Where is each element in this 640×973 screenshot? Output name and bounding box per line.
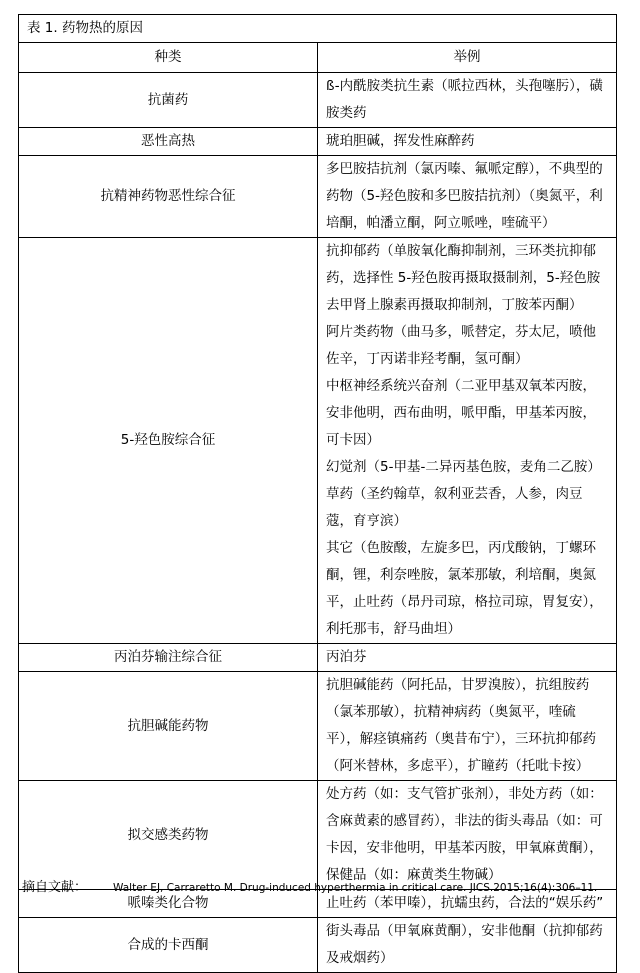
table-title: 表 1. 药物热的原因 (19, 15, 617, 43)
row-category: 抗菌药 (19, 73, 318, 128)
example-text: 草药（圣约翰草，叙利亚芸香，人参，肉豆蔻，育亨滨） (326, 486, 583, 529)
row-category: 哌嗪类化合物 (19, 890, 318, 918)
table-row (19, 672, 617, 781)
header-category: 种类 (19, 43, 318, 73)
example-text: 止吐药（苯甲嗪），抗蠕虫药，合法的“娱乐药” (326, 895, 604, 911)
table-row (19, 918, 617, 973)
row-examples (318, 156, 617, 238)
row-category: 5-羟色胺综合征 (19, 238, 318, 644)
example-text: 抗抑郁药（单胺氧化酶抑制剂，三环类抗抑郁药，选择性 5-羟色胺再摄取摄制剂，5-羟色胺去甲肾上腺素再摄取抑制剂，丁胺苯丙酮） (326, 243, 601, 313)
table-row (19, 781, 617, 890)
row-category: 抗胆碱能药物 (19, 672, 318, 781)
table-row (19, 644, 617, 672)
example-text: 其它（色胺酸，左旋多巴，丙戊酸钠，丁螺环酮，锂，利奈唑胺，氯苯那敏，利培酮，奥氮平，止吐药（昂丹司琼，格拉司琼，胃复安），利托那韦，舒马曲坦） (326, 540, 603, 637)
row-examples (318, 128, 617, 156)
example-text: 中枢神经系统兴奋剂（二亚甲基双氧苯丙胺，安非他明，西布曲明，哌甲酯，甲基苯丙胺，可卡因） (326, 378, 596, 448)
row-category: 拟交感类药物 (19, 781, 318, 890)
example-text: 琥珀胆碱，挥发性麻醉药 (326, 133, 475, 149)
example-text: 处方药（如：支气管扩张剂），非处方药（如：含麻黄素的感冒药），非法的街头毒品（如：可卡因，安非他明，甲基苯丙胺，甲氧麻黄酮），保健品（如：麻黄类生物碱） (326, 786, 603, 883)
row-category: 丙泊芬输注综合征 (19, 644, 318, 672)
row-examples (318, 918, 617, 973)
drug-fever-table (18, 14, 617, 973)
table-title-row (19, 15, 617, 43)
header-examples: 举例 (318, 43, 617, 73)
row-examples (318, 644, 617, 672)
example-text: ß-内酰胺类抗生素（哌拉西林，头孢噻肟），磺胺类药 (326, 78, 603, 121)
table-row (19, 128, 617, 156)
row-examples (318, 238, 617, 644)
citation-label: 摘自文献： (22, 880, 88, 895)
table-header-row (19, 43, 617, 73)
citation-reference: Walter EJ, Carraretto M. Drug-induced hyperthermia in critical care. JICS.2015;16(4):306–11. (113, 882, 598, 894)
example-text: 幻觉剂（5-甲基-二异丙基色胺，麦角二乙胺） (326, 459, 601, 475)
table-row (19, 73, 617, 128)
table-row (19, 238, 617, 644)
table-row (19, 156, 617, 238)
example-text: 丙泊芬 (326, 649, 367, 665)
example-text: 多巴胺拮抗剂（氯丙嗪、氟哌定醇），不典型的药物（5-羟色胺和多巴胺拮抗剂）（奥氮平，利培酮，帕潘立酮，阿立哌唑，喹硫平） (326, 161, 603, 231)
row-category: 抗精神药物恶性综合征 (19, 156, 318, 238)
citation (22, 876, 597, 895)
row-examples (318, 73, 617, 128)
row-category: 恶性高热 (19, 128, 318, 156)
row-examples (318, 672, 617, 781)
document (18, 14, 617, 973)
row-examples (318, 781, 617, 890)
example-text: 阿片类药物（曲马多，哌替定，芬太尼，喷他佐辛，丁丙诺非羟考酮，氢可酮） (326, 324, 596, 367)
row-category: 合成的卡西酮 (19, 918, 318, 973)
example-text: 街头毒品（甲氧麻黄酮），安非他酮（抗抑郁药及戒烟药） (326, 923, 603, 966)
example-text: 抗胆碱能药（阿托品，甘罗溴胺），抗组胺药（氯苯那敏），抗精神病药（奥氮平，喹硫平），解痉镇痛药（奥昔布宁），三环抗抑郁药（阿米替林，多虑平），扩瞳药（托吡卡按） (326, 677, 596, 774)
